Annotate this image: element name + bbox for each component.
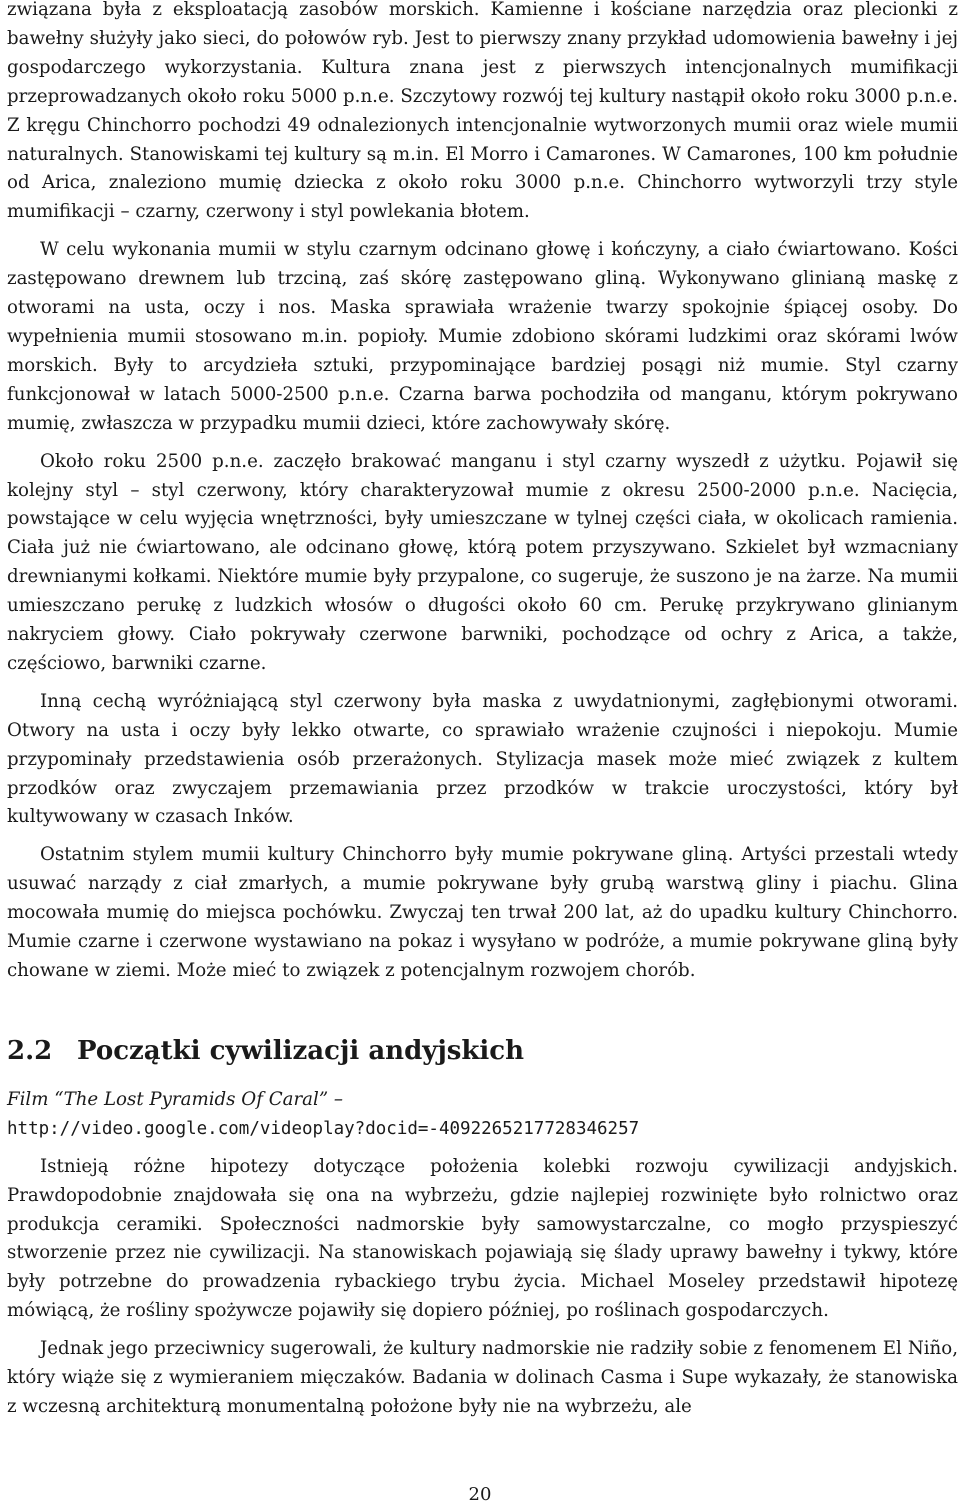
paragraph-red-mask: Inną cechą wyróżniającą styl czerwony była maska z uwydatnionymi, zagłębionymi otworami. Otwory na usta i oczy były lekko otwarte, co sprawiało wrażenie czujności i niepokoju. Mumie przypominały przedstawienia osób przerażonych. Stylizacja masek może mieć związek z kultem przodków oraz zwyczajem przemawiania przez przodków w trakcie uroczystości, który był kultywowany w czasach Inków. xyxy=(7,690,958,828)
paragraph-red-style: Około roku 2500 p.n.e. zaczęło brakować manganu i styl czarny wyszedł z użytku. Pojawił się kolejny styl – styl czerwony, który charakteryzował mumie z okresu 2500-2000 p.n.e. Nacięcia, powstające w celu wyjęcia wnętrzności, były umieszczane w tylnej części ciała, w okolicach ramienia. Ciała już nie ćwiartowano, ale odcinano głowę, którą potem przyszywano. Szkielet był wzmacniany drewnianymi kołkami. Niektóre mumie były przypalone, co sugeruje, że suszono je na żarze. Na mumii umieszczano perukę z ludzkich włosów o długości około 60 cm. Perukę przykrywano glinianym nakryciem głowy. Ciało pokrywały czerwone barwniki, pochodzące od ochry z Arica, a także, częściowo, barwniki czarne. xyxy=(7,450,958,674)
section-number: 2.2 xyxy=(7,1035,53,1066)
section-heading xyxy=(7,1034,958,1068)
paragraph-opponents: Jednak jego przeciwnicy sugerowali, że kultury nadmorskie nie radziły sobie z fenomenem El Niño, który wiąże się z wymieraniem mięczaków. Badania w dolinach Casma i Supe wykazały, że stanowiska z wczesną architekturą monumentalną położone były nie na wybrzeżu, ale xyxy=(7,1338,958,1417)
section-title: Początki cywilizacji andyjskich xyxy=(77,1035,525,1066)
film-url-link[interactable]: http://video.google.com/videoplay?docid=-4092265217728346257 xyxy=(7,1118,640,1139)
document-page xyxy=(7,0,958,1422)
paragraph-chinchorro-intro: związana była z eksploatacją zasobów morskich. Kamienne i kościane narzędzia oraz plecionki z bawełny służyły jako sieci, do połowów ryb. Jest to pierwszy znany przykład udomowienia bawełny i jej gospodarczego wykorzystania. Kultura znana jest z pierwszych intencjonalnych mumifikacji przeprowadzanych około roku 5000 p.n.e. Szczytowy rozwój tej kultury nastąpił około roku 3000 p.n.e. Z kręgu Chinchorro pochodzi 49 odnalezionych intencjonalnie wytworzonych mumii oraz wiele mumii naturalnych. Stanowiskami tej kultury są m.in. El Morro i Camarones. W Camarones, 100 km południe od Arica, znaleziono mumię dziecka z około roku 3000 p.n.e. Chinchorro wytworzyli trzy style mumifikacji – czarny, czerwony i styl powlekania błotem. xyxy=(7,0,958,223)
paragraph-andean-origins: Istnieją różne hipotezy dotyczące położenia kolebki rozwoju cywilizacji andyjskich. Prawdopodobnie znajdowała się ona na wybrzeżu, gdzie najlepiej rozwinięte było rolnictwo oraz produkcja ceramiki. Społeczności nadmorskie były samowystarczalne, co mogło przyspieszyć stworzenie przez nie cywilizacji. Na stanowiskach pojawiają się ślady uprawy bawełny i tykwy, które były potrzebne do prowadzenia rybackiego trybu życia. Michael Moseley przedstawił hipotezę mówiącą, że rośliny spożywcze pojawiły się dopiero później, po roślinach gospodarczych. xyxy=(7,1155,958,1322)
paragraph-black-style: W celu wykonania mumii w stylu czarnym odcinano głowę i kończyny, a ciało ćwiartowano. Kości zastępowano drewnem lub trzciną, zaś skórę zastępowano gliną. Wykonywano glinianą maskę z otworami na usta, oczy i nos. Maska sprawiała wrażenie twarzy spokojnie śpiącej osoby. Do wypełnienia mumii stosowano m.in. popioły. Mumie zdobiono skórami ludzkimi oraz skórami lwów morskich. Były to arcydzieła sztuki, przypominające bardziej posągi niż mumie. Styl czarny funkcjonował w latach 5000-2500 p.n.e. Czarna barwa pochodziła od manganu, którym pokrywano mumię, zwłaszcza w przypadku mumii dzieci, które zachowywały skórę. xyxy=(7,239,958,434)
page-number: 20 xyxy=(468,1484,492,1505)
paragraph-clay-style: Ostatnim stylem mumii kultury Chinchorro były mumie pokrywane gliną. Artyści przestali wtedy usuwać narządy z ciał zmarłych, a mumie pokrywane były grubą warstwą gliny i piachu. Glina mocowała mumię do miejsca pochówku. Zwyczaj ten trwał 200 lat, aż do upadku kultury Chinchorro. Mumie czarne i czerwone wystawiano na pokaz i wysyłano w podróże, a mumie pokrywane gliną były chowane w ziemi. Może mieć to związek z potencjalnym rozwojem chorób. xyxy=(7,844,958,981)
film-reference xyxy=(7,1086,958,1144)
film-label: Film “The Lost Pyramids Of Caral” – xyxy=(7,1088,343,1110)
